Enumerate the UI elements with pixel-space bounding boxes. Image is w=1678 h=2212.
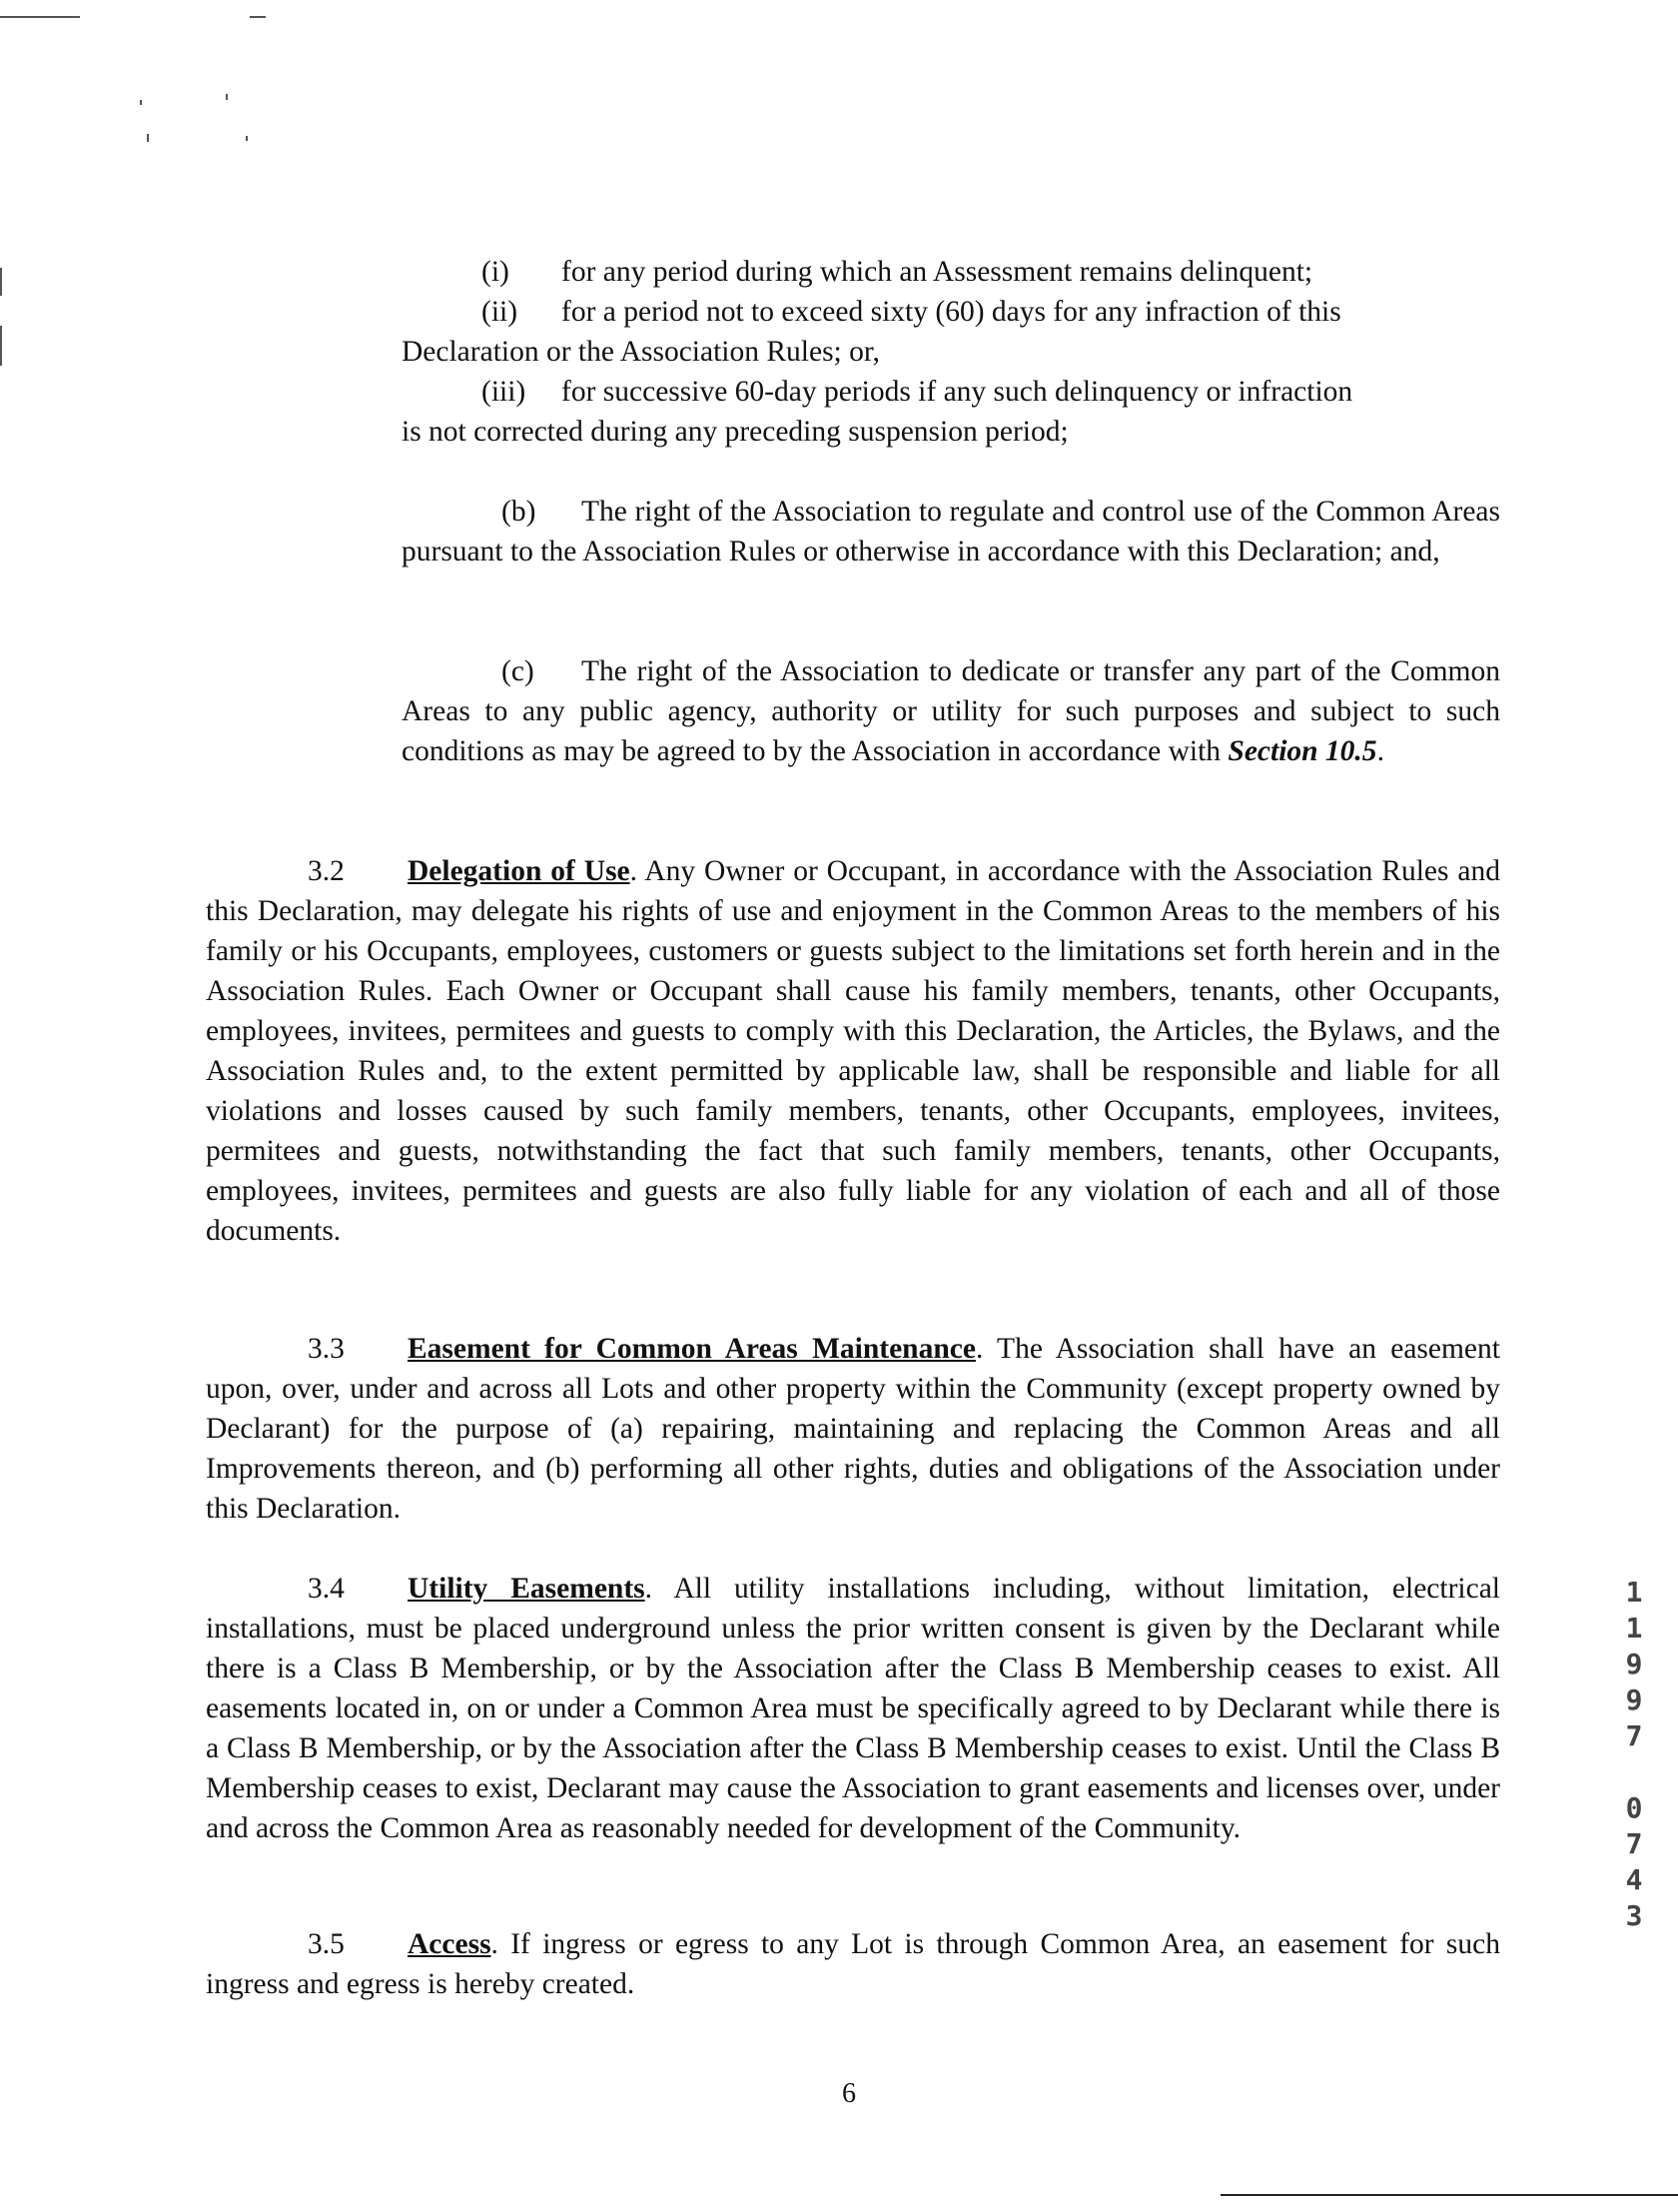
section-heading: Delegation of Use bbox=[408, 855, 630, 887]
list-item bbox=[406, 252, 1500, 292]
stamp-digit: 0 bbox=[1625, 1791, 1643, 1824]
section-3-3 bbox=[206, 1329, 1500, 1529]
stamp-digit: 7 bbox=[1625, 1719, 1643, 1752]
item-text: for any period during which an Assessment remains delinquent; bbox=[561, 256, 1313, 288]
scan-mark bbox=[1221, 2194, 1678, 2196]
section-3-5 bbox=[206, 1924, 1500, 2004]
scan-mark bbox=[140, 100, 142, 105]
item-label: (iii) bbox=[481, 376, 526, 408]
section-body: . If ingress or egress to any Lot is through Common Area, an easement for such ingress and egress is hereby created. bbox=[206, 1928, 1500, 2000]
subparagraph-text-tail: . bbox=[1376, 735, 1384, 767]
stamp-digit: 9 bbox=[1625, 1648, 1643, 1680]
scan-mark bbox=[0, 326, 2, 366]
section-heading: Easement for Common Areas Maintenance bbox=[408, 1333, 976, 1365]
section-body: . Any Owner or Occupant, in accordance with the Association Rules and this Declaration, may delegate his rights of use and enjoyment in the Common Areas to the members of his family or his Occupants, employees, customers or guests subject to the limitations set forth herein and in the Association Rules. Each Owner or Occupant shall cause his family members, tenants, other Occupants, employees, invitees, permitees and guests to comply with this Declaration, the Articles, the Bylaws, and the Association Rules and, to the extent permitted by applicable law, shall be responsible and liable for all violations and losses caused by such family members, tenants, other Occupants, employees, invitees, permitees and guests, notwithstanding the fact that such family members, tenants, other Occupants, employees, invitees, permitees and guests are also fully liable for any violation of each and all of those documents. bbox=[206, 855, 1500, 1247]
list-item bbox=[406, 372, 1500, 412]
page-number: 6 bbox=[842, 2078, 856, 2109]
section-3-2 bbox=[206, 851, 1500, 1251]
subparagraph-text: The right of the Association to regulate and control use of the Common Areas pursuant to the Association Rules or otherwise in accordance with this Declaration; and, bbox=[402, 496, 1500, 567]
stamp-digit: 4 bbox=[1625, 1863, 1643, 1896]
scan-mark bbox=[250, 16, 266, 18]
section-number: 3.3 bbox=[308, 1333, 345, 1365]
scan-mark bbox=[246, 136, 248, 141]
scan-mark bbox=[0, 268, 2, 296]
section-heading: Access bbox=[408, 1928, 491, 1960]
stamp-digit: 1 bbox=[1625, 1576, 1643, 1609]
item-label: (i) bbox=[481, 256, 509, 288]
list-item bbox=[406, 292, 1500, 332]
stamp-digit: 1 bbox=[1625, 1612, 1643, 1645]
subparagraph-text-tail: with bbox=[1168, 735, 1229, 767]
section-number: 3.4 bbox=[308, 1573, 345, 1605]
section-number: 3.2 bbox=[308, 855, 345, 887]
section-3-4 bbox=[206, 1569, 1500, 1848]
item-label: (ii) bbox=[481, 296, 518, 328]
subparagraph-b bbox=[402, 492, 1500, 571]
stamp-digit: 7 bbox=[1625, 1827, 1643, 1860]
section-number: 3.5 bbox=[308, 1928, 345, 1960]
subparagraph-c bbox=[402, 651, 1500, 771]
subparagraph-label: (c) bbox=[501, 655, 534, 687]
recording-stamp bbox=[1622, 1575, 1646, 1934]
section-heading: Utility Easements bbox=[408, 1573, 645, 1605]
item-text: for a period not to exceed sixty (60) days for any infraction of this bbox=[561, 296, 1341, 328]
stamp-digit: 9 bbox=[1625, 1683, 1643, 1716]
list-item-continuation: is not corrected during any preceding suspension period; bbox=[402, 416, 1069, 448]
scan-mark bbox=[147, 134, 149, 142]
stamp-digit: 3 bbox=[1625, 1899, 1643, 1932]
section-body: . All utility installations including, without limitation, electrical installations, must be placed underground unless the prior written consent is given by the Declarant while there is a Class B Membership, or by the Association after the Class B Membership ceases to exist. All easements located in, on or under a Common Area must be specifically agreed to by Declarant while there is a Class B Membership, or by the Association after the Class B Membership ceases to exist. Until the Class B Membership ceases to exist, Declarant may cause the Association to grant easements and licenses over, under and across the Common Area as reasonably needed for development of the Community. bbox=[206, 1573, 1500, 1844]
subparagraph-label: (b) bbox=[501, 496, 536, 528]
section-reference: Section 10.5 bbox=[1228, 735, 1377, 767]
list-item-continuation: Declaration or the Association Rules; or, bbox=[402, 336, 880, 368]
section-body: . The Association shall have an easement upon, over, under and across all Lots and other property within the Community (except property owned by Declarant) for the purpose of (a) repairing, maintaining and replacing the Common Areas and all Improvements thereon, and (b) performing all other rights, duties and obligations of the Association under this Declaration. bbox=[206, 1333, 1500, 1525]
scan-mark bbox=[226, 94, 228, 100]
subparagraph-text: The right of the Association to dedicate or transfer any part of the Common Areas to any public agency, authority or utility for such purposes and subject to such conditions as may be agreed to by the Association in accordance bbox=[402, 655, 1500, 767]
scan-mark bbox=[0, 16, 80, 18]
item-text: for successive 60-day periods if any such delinquency or infraction bbox=[561, 376, 1353, 408]
